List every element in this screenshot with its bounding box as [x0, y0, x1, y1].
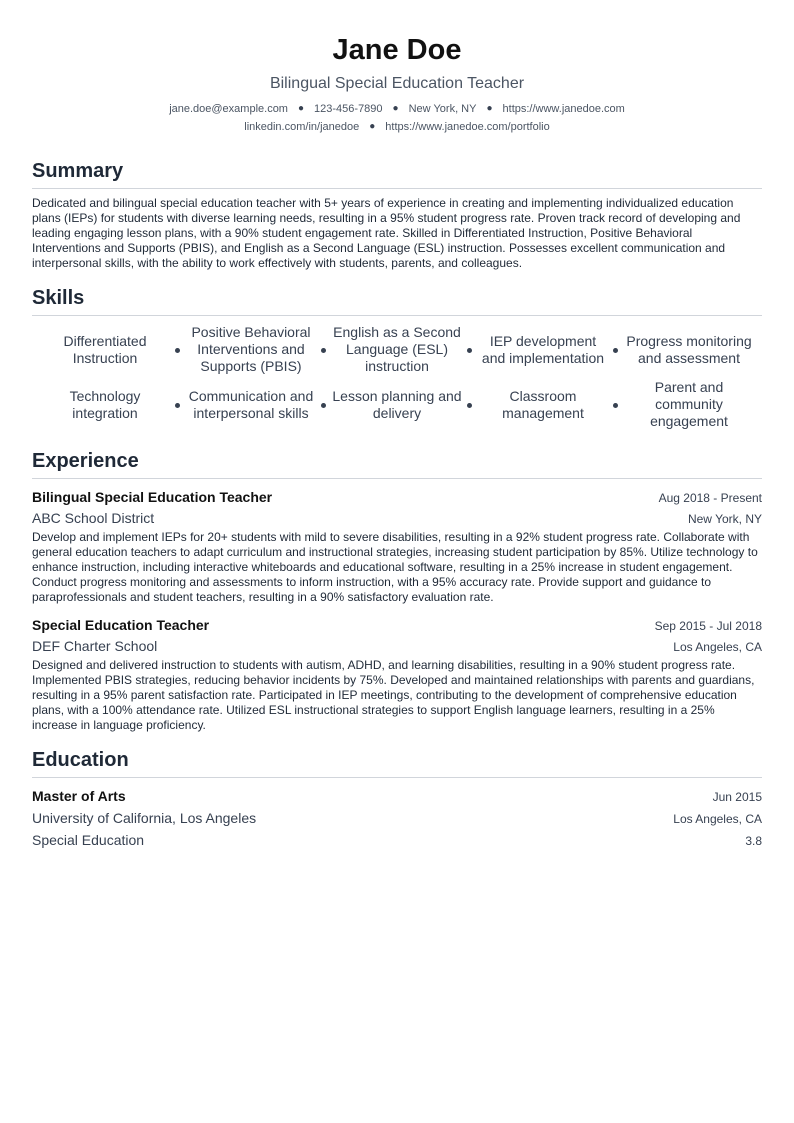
education-school-row	[32, 808, 762, 830]
skill-label: Positive Behavioral Interventions and Supports (PBIS)	[191, 324, 311, 374]
job-entry	[32, 487, 762, 605]
skill-item	[470, 379, 616, 430]
job-location: New York, NY	[687, 512, 762, 526]
job-entry	[32, 615, 762, 733]
job-company: ABC School District	[32, 510, 155, 526]
skill-label: Parent and community engagement	[650, 379, 728, 429]
job-company-row	[32, 508, 762, 529]
skills-section	[32, 285, 762, 430]
job-date: Sep 2015 - Jul 2018	[654, 619, 762, 633]
bullet-dot-icon	[613, 348, 618, 353]
skill-label: Differentiated Instruction	[63, 332, 147, 366]
job-title: Special Education Teacher	[32, 617, 210, 633]
skill-label: Lesson planning and delivery	[332, 387, 462, 421]
job-description: Develop and implement IEPs for 20+ students with mild to severe disabilities, resulting in a 92% student progress rate. Collaborate with general education teachers to adapt curriculum and instructional strategies, increasing student participation by 85%. Utilize technology to enhance instruction, including interactive whiteboards and educational software, resulting in a 25% increase in student engagement. Conduct progress monitoring and assessments to inform instruction, with a 95% accuracy rate. Provide support and guidance to paraprofessionals and student teachers, resulting in a 90% satisfactory evaluation rate.	[32, 530, 758, 604]
skill-label: Communication and interpersonal skills	[188, 387, 314, 421]
job-description: Designed and delivered instruction to students with autism, ADHD, and learning disabilities, resulting in a 90% student progress rate. Implemented PBIS strategies, reducing behavior incidents by 75%. Developed and maintained relationships with parents and guardians, resulting in a 95% parent satisfaction rate. Participated in IEP meetings, contributing to the development of comprehensive education plans, with a 100% attendance rate. Utilized ESL instructional strategies to support English language learners, resulting in a 25% increase in language proficiency.	[32, 658, 755, 732]
bullet-dot-icon	[467, 348, 472, 353]
contact-phone[interactable]: 123-456-7890	[314, 103, 383, 115]
bullet-dot-icon	[467, 403, 472, 408]
education-heading: Education	[32, 747, 762, 778]
experience-section	[32, 448, 762, 733]
skill-item	[324, 324, 470, 375]
bullet-dot-icon	[175, 403, 180, 408]
skill-item	[178, 324, 324, 375]
contact-email[interactable]: jane.doe@example.com	[169, 103, 288, 115]
contact-row-primary	[32, 100, 762, 118]
contact-website[interactable]: https://www.janedoe.com	[502, 103, 625, 115]
skill-item	[616, 324, 762, 375]
job-date: Aug 2018 - Present	[658, 491, 762, 505]
candidate-name: Jane Doe	[332, 34, 462, 66]
contact-portfolio[interactable]: https://www.janedoe.com/portfolio	[385, 121, 550, 133]
job-company: DEF Charter School	[32, 638, 158, 654]
job-title-row	[32, 487, 762, 508]
skill-item	[32, 324, 178, 375]
skills-grid	[32, 324, 762, 430]
education-location: Los Angeles, CA	[673, 812, 762, 826]
job-title: Bilingual Special Education Teacher	[32, 489, 273, 505]
bullet-separator-icon: ●	[369, 121, 376, 132]
summary-heading: Summary	[32, 158, 762, 189]
education-school: University of California, Los Angeles	[32, 810, 257, 826]
skill-item	[324, 379, 470, 430]
contact-row-secondary	[32, 118, 762, 136]
skill-label: Classroom management	[502, 387, 584, 421]
education-field: Special Education	[32, 832, 145, 848]
education-degree-row	[32, 786, 762, 808]
education-field-row	[32, 830, 762, 852]
bullet-dot-icon	[321, 403, 326, 408]
skill-item	[178, 379, 324, 430]
education-section	[32, 747, 762, 852]
job-location: Los Angeles, CA	[673, 640, 762, 654]
skills-heading: Skills	[32, 285, 762, 316]
bullet-dot-icon	[321, 348, 326, 353]
bullet-separator-icon: ●	[392, 103, 399, 114]
bullet-separator-icon: ●	[297, 103, 305, 114]
bullet-separator-icon: ●	[486, 103, 493, 114]
contact-linkedin[interactable]: linkedin.com/in/janedoe	[244, 121, 360, 133]
contact-location: New York, NY	[408, 103, 477, 115]
summary-text: Dedicated and bilingual special education teacher with 5+ years of experience in creating and implementing individualized education plans (IEPs) for students with diverse learning needs, resulting in a 95% student progress rate. Proven track record of developing and leading engaging lesson plans, with a 90% student engagement rate. Skilled in Differentiated Instruction, Positive Behavioral Interventions and Supports (PBIS), and English as a Second Language (ESL) instruction. Possesses excellent communication and interpersonal skills, with the ability to work effectively with students, parents, and colleagues.	[32, 196, 741, 270]
experience-heading: Experience	[32, 448, 762, 479]
education-date: Jun 2015	[712, 790, 762, 804]
candidate-headline: Bilingual Special Education Teacher	[269, 75, 525, 92]
skill-item	[470, 324, 616, 375]
skill-item	[32, 379, 178, 430]
skill-label: Technology integration	[69, 387, 141, 421]
job-company-row	[32, 636, 762, 657]
skill-label: IEP development and implementation	[481, 332, 605, 366]
job-title-row	[32, 615, 762, 636]
skill-item	[616, 379, 762, 430]
summary-section	[32, 158, 762, 271]
bullet-dot-icon	[175, 348, 180, 353]
education-gpa: 3.8	[745, 834, 762, 848]
resume-header	[32, 0, 762, 136]
skill-label: Progress monitoring and assessment	[626, 332, 752, 366]
education-degree: Master of Arts	[32, 788, 126, 804]
bullet-dot-icon	[613, 403, 618, 408]
skill-label: English as a Second Language (ESL) instruction	[333, 324, 461, 374]
